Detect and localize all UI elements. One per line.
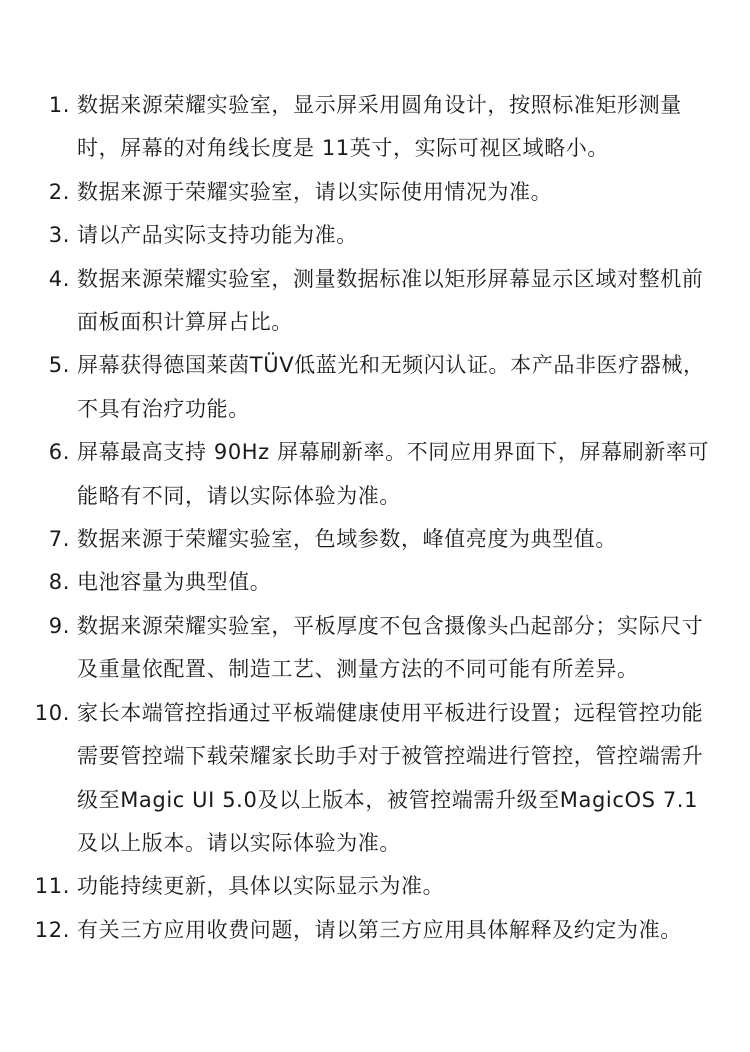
footnote-item — [0, 692, 750, 866]
footnote-text: 数据来源荣耀实验室，显示屏采用圆角设计，按照标准矩形测量时，屏幕的对角线长度是 11英寸，实际可视区域略小。 — [77, 93, 682, 161]
footnote-text: 屏幕最高支持 90Hz 屏幕刷新率。不同应用界面下，屏幕刷新率可能略有不同，请以实际体验为准。 — [77, 440, 710, 508]
footnote-number: 5. — [48, 353, 70, 378]
footnote-number: 4. — [48, 266, 70, 291]
footnote-number: 9. — [48, 613, 70, 638]
footnote-item — [0, 605, 750, 692]
footnote-text: 数据来源于荣耀实验室，请以实际使用情况为准。 — [77, 179, 553, 204]
footnote-number: 8. — [48, 570, 70, 595]
footnote-item — [0, 344, 750, 431]
footnote-item — [0, 561, 750, 604]
footnote-number: 2. — [48, 179, 70, 204]
footnote-item — [0, 258, 750, 345]
footnote-text: 功能持续更新，具体以实际显示为准。 — [77, 874, 445, 899]
footnote-number: 10. — [34, 700, 70, 725]
footnote-number: 1. — [48, 93, 70, 117]
footnote-text: 请以产品实际支持功能为准。 — [77, 223, 358, 248]
footnote-list — [0, 84, 750, 952]
footnote-number: 12. — [34, 917, 70, 942]
footnote-item — [0, 431, 750, 518]
footnote-number: 6. — [48, 440, 70, 465]
footnote-text: 电池容量为典型值。 — [77, 570, 272, 595]
footnote-item — [0, 84, 750, 171]
footnote-text: 数据来源于荣耀实验室，色域参数，峰值亮度为典型值。 — [77, 527, 617, 552]
footnote-item — [0, 171, 750, 214]
footnote-text: 数据来源荣耀实验室，测量数据标准以矩形屏幕显示区域对整机前面板面积计算屏占比。 — [77, 266, 704, 335]
footnote-item — [0, 909, 750, 952]
footnote-text: 家长本端管控指通过平板端健康使用平板进行设置；远程管控功能需要管控端下载荣耀家长助手对于被管控端进行管控，管控端需升级至Magic UI 5.0及以上版本，被管控端需升级至MagicOS 7.1及以上版本。请以实际体验为准。 — [77, 700, 704, 855]
footnote-text: 屏幕获得德国莱茵TÜV低蓝光和无频闪认证。本产品非医疗器械，不具有治疗功能。 — [77, 353, 705, 421]
footnote-number: 11. — [34, 874, 70, 899]
footnote-number: 7. — [48, 527, 70, 552]
footnote-text: 有关三方应用收费问题，请以第三方应用具体解释及约定为准。 — [77, 917, 682, 942]
footnote-item — [0, 865, 750, 908]
footnote-item — [0, 518, 750, 561]
footnote-text: 数据来源荣耀实验室，平板厚度不包含摄像头凸起部分；实际尺寸及重量依配置、制造工艺、测量方法的不同可能有所差异。 — [77, 613, 704, 682]
footnote-item — [0, 214, 750, 257]
footnote-number: 3. — [48, 223, 70, 248]
